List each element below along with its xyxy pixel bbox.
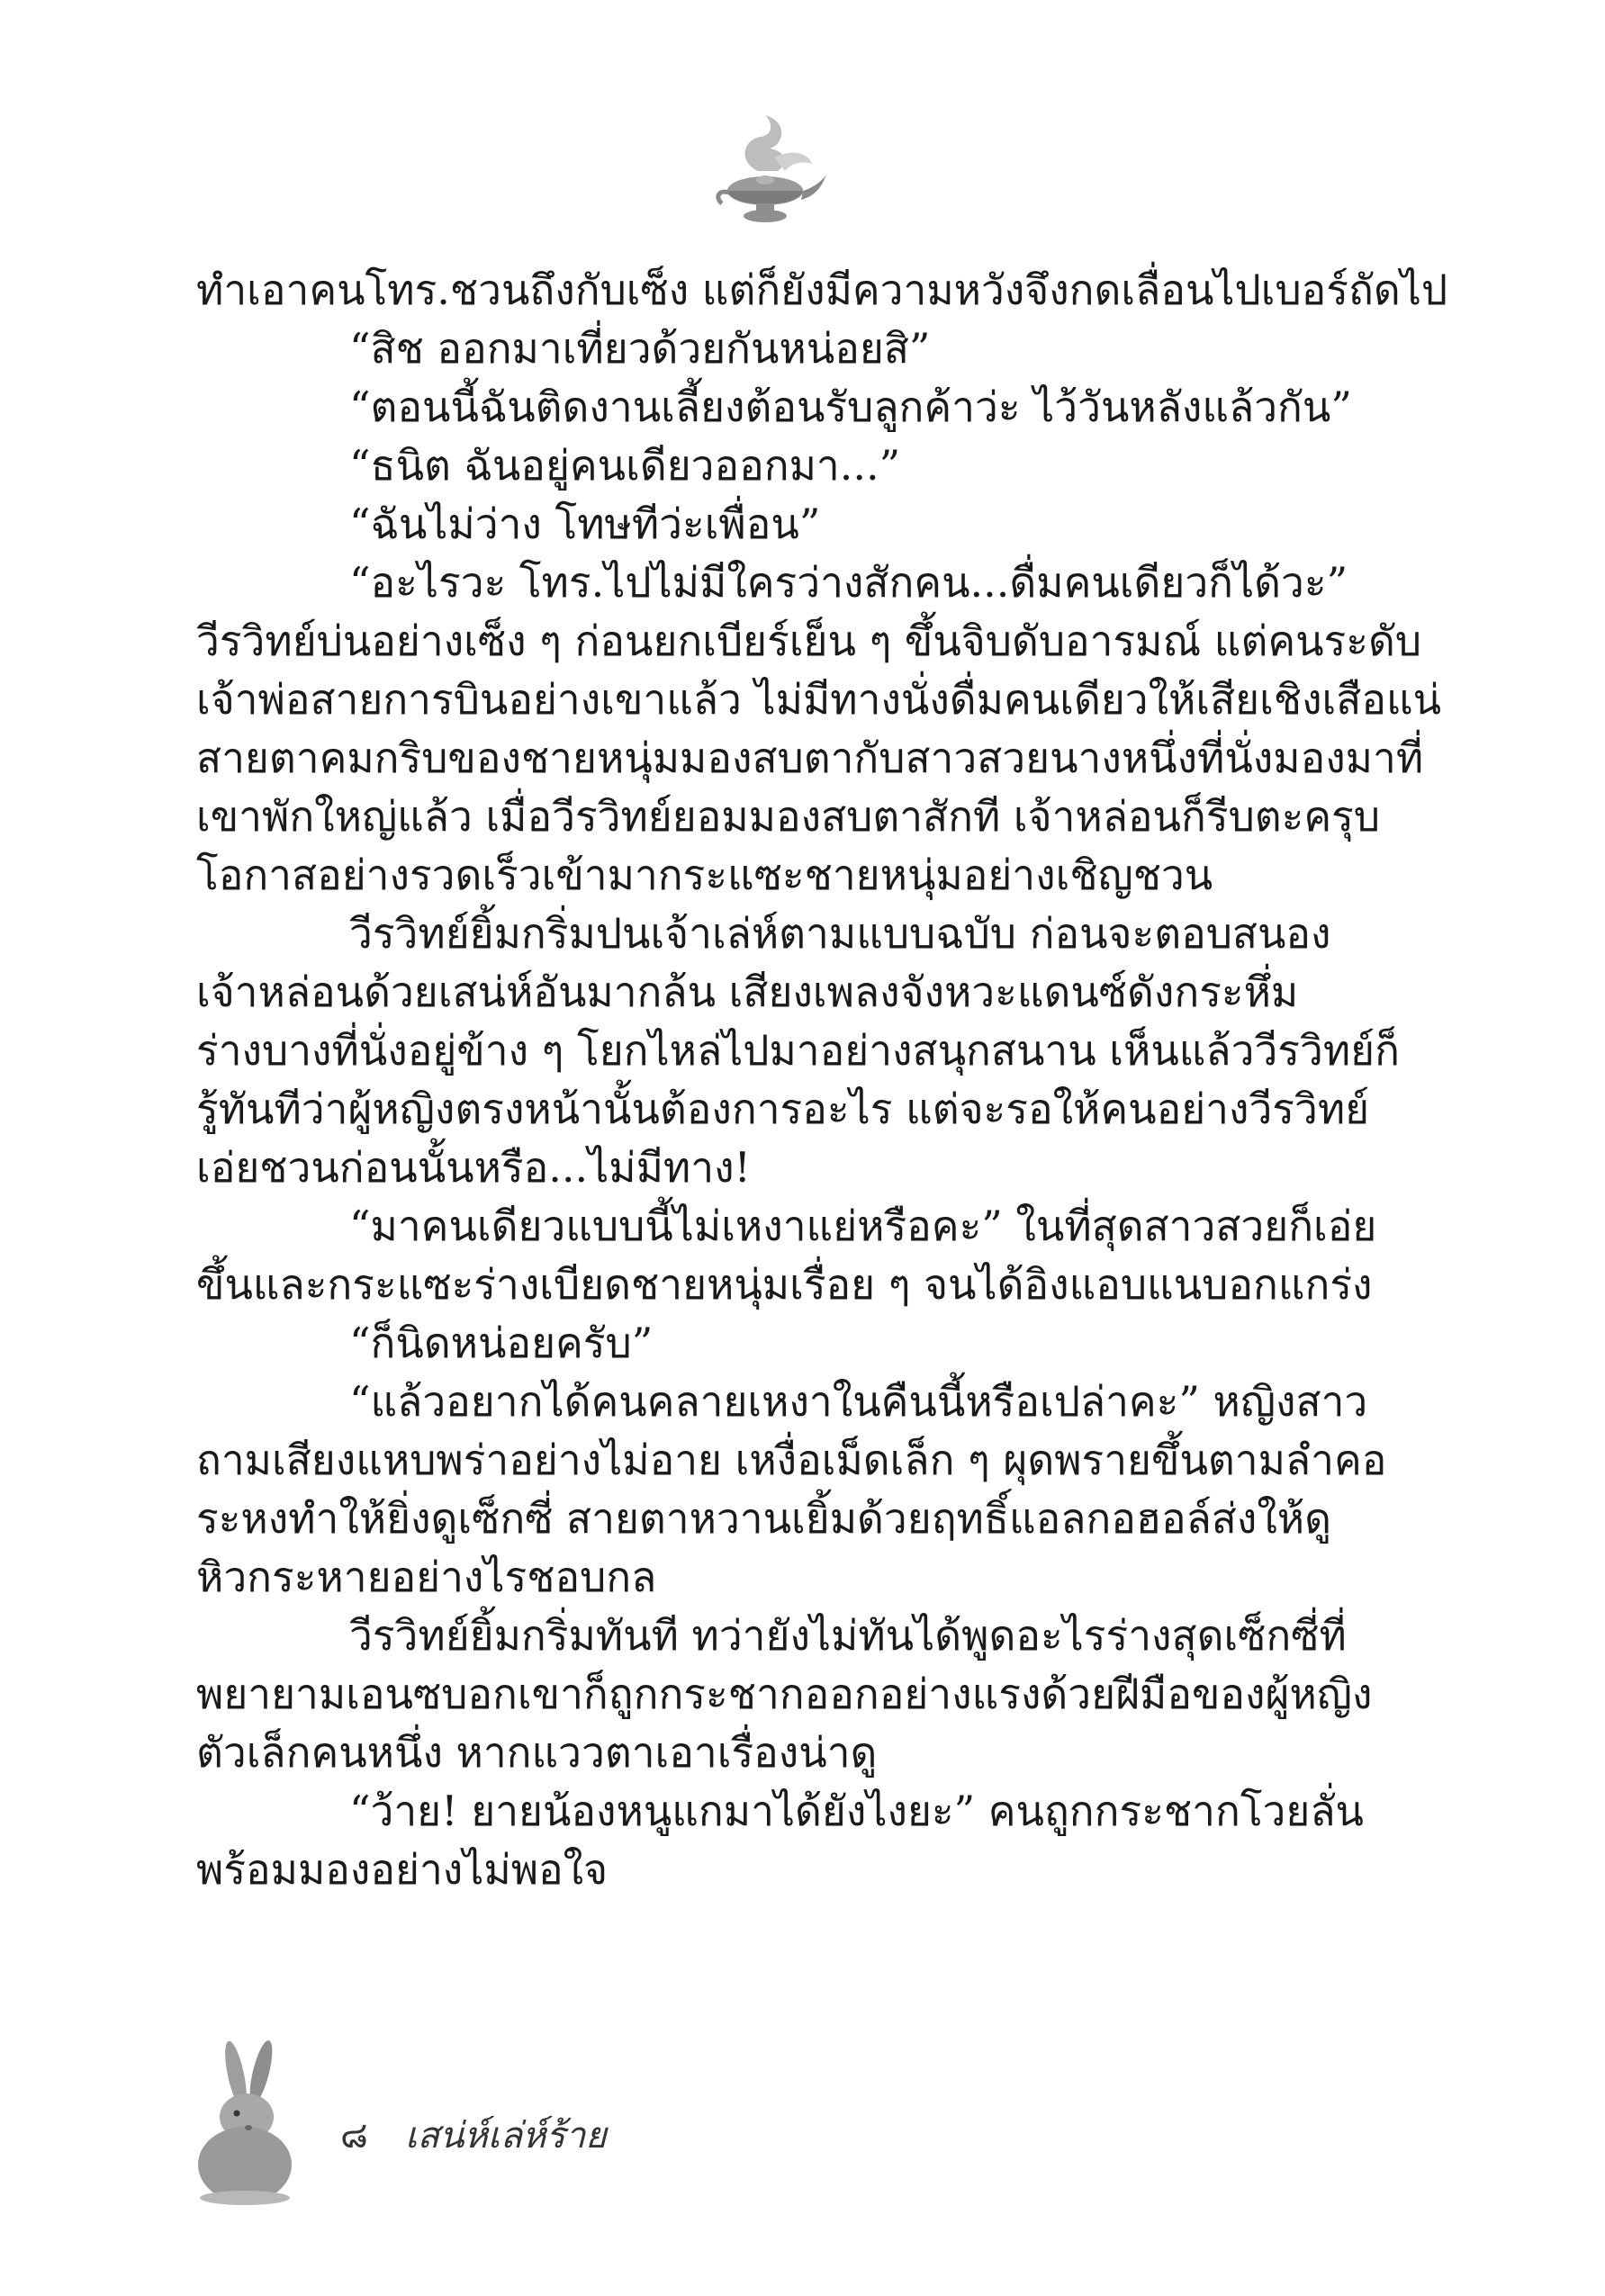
text-line: “แล้วอยากได้คนคลายเหงาในคืนนี้หรือเปล่าคะ” หญิงสาว	[349, 1377, 1368, 1426]
text-line: วีรวิทย์บ่นอย่างเซ็ง ๆ ก่อนยกเบียร์เย็น ๆ ขึ้นจิบดับอารมณ์ แต่คนระดับ	[196, 617, 1422, 665]
text-line: เอ่ยชวนก่อนนั้นหรือ...ไม่มีทาง!	[196, 1143, 752, 1192]
text-line: ระหงทำให้ยิ่งดูเซ็กซี่ สายตาหวานเยิ้มด้วยฤทธิ์แอลกอฮอล์ส่งให้ดู	[196, 1494, 1331, 1543]
text-line: ถามเสียงแหบพร่าอย่างไม่อาย เหงื่อเม็ดเล็ก ๆ ผุดพรายขึ้นตามลำคอ	[196, 1436, 1387, 1484]
text-line: โอกาสอย่างรวดเร็วเข้ามากระแซะชายหนุ่มอย่างเชิญชวน	[196, 851, 1213, 899]
text-line: เขาพักใหญ่แล้ว เมื่อวีรวิทย์ยอมมองสบตาสักที เจ้าหล่อนก็รีบตะครุบ	[196, 792, 1381, 841]
text-line: “อะไรวะ โทร.ไปไม่มีใครว่างสักคน...ดื่มคนเดียวก็ได้วะ”	[349, 558, 1348, 607]
text-line: “ว้าย! ยายน้องหนูแกมาได้ยังไงยะ” คนถูกกระชากโวยลั่น	[349, 1787, 1364, 1835]
text-line: เจ้าหล่อนด้วยเสน่ห์อันมากล้น เสียงเพลงจังหวะแดนซ์ดังกระหึ่ม	[196, 968, 1299, 1016]
page-footer	[189, 2034, 729, 2214]
story-text	[196, 261, 1448, 1899]
text-line: หิวกระหายอย่างไรชอบกล	[196, 1553, 657, 1601]
text-line: “ก็นิดหน่อยครับ”	[349, 1319, 654, 1367]
text-line: เจ้าพ่อสายการบินอย่างเขาแล้ว ไม่มีทางนั่งดื่มคนเดียวให้เสียเชิงเสือแน่	[196, 675, 1442, 724]
text-line: “มาคนเดียวแบบนี้ไม่เหงาแย่หรือคะ” ในที่สุดสาวสวยก็เอ่ย	[349, 1202, 1377, 1250]
text-line: ขึ้นและกระแซะร่างเบียดชายหนุ่มเรื่อย ๆ จนได้อิงแอบแนบอกแกร่ง	[196, 1260, 1373, 1309]
text-line: วีรวิทย์ยิ้มกริ่มปนเจ้าเล่ห์ตามแบบฉบับ ก่อนจะตอบสนอง	[349, 909, 1331, 958]
rabbit-icon	[189, 2034, 306, 2205]
text-line: “สิช ออกมาเที่ยวด้วยกันหน่อยสิ”	[349, 324, 931, 373]
page-number: ๘	[340, 2115, 368, 2156]
text-line: รู้ทันทีว่าผู้หญิงตรงหน้านั้นต้องการอะไร แต่จะรอให้คนอย่างวีรวิทย์	[196, 1085, 1370, 1133]
text-line: สายตาคมกริบของชายหนุ่มมองสบตากับสาวสวยนางหนึ่งที่นั่งมองมาที่	[196, 734, 1424, 782]
text-line: “ธนิต ฉันอยู่คนเดียวออกมา...”	[349, 441, 901, 490]
magic-lamp-icon	[702, 108, 828, 243]
text-line: วีรวิทย์ยิ้มกริ่มทันที ทว่ายังไม่ทันได้พูดอะไรร่างสุดเซ็กซี่ที่	[349, 1611, 1347, 1660]
text-line: พยายามเอนซบอกเขาก็ถูกกระชากออกอย่างแรงด้วยฝีมือของผู้หญิง	[196, 1670, 1373, 1718]
text-line: “ตอนนี้ฉันติดงานเลี้ยงต้อนรับลูกค้าว่ะ ไว้วันหลังแล้วกัน”	[349, 383, 1352, 431]
text-line: ร่างบางที่นั่งอยู่ข้าง ๆ โยกไหล่ไปมาอย่างสนุกสนาน เห็นแล้ววีรวิทย์ก็	[196, 1026, 1400, 1075]
text-line: พร้อมมองอย่างไม่พอใจ	[196, 1845, 609, 1894]
text-line: ตัวเล็กคนหนึ่ง หากแววตาเอาเรื่องน่าดู	[196, 1728, 878, 1777]
book-title: เสน่ห์เล่ห์ร้าย	[405, 2115, 607, 2156]
text-line: ทำเอาคนโทร.ชวนถึงกับเซ็ง แต่ก็ยังมีความหวังจึงกดเลื่อนไปเบอร์ถัดไป	[196, 266, 1448, 314]
text-line: “ฉันไม่ว่าง โทษทีว่ะเพื่อน”	[349, 500, 821, 548]
